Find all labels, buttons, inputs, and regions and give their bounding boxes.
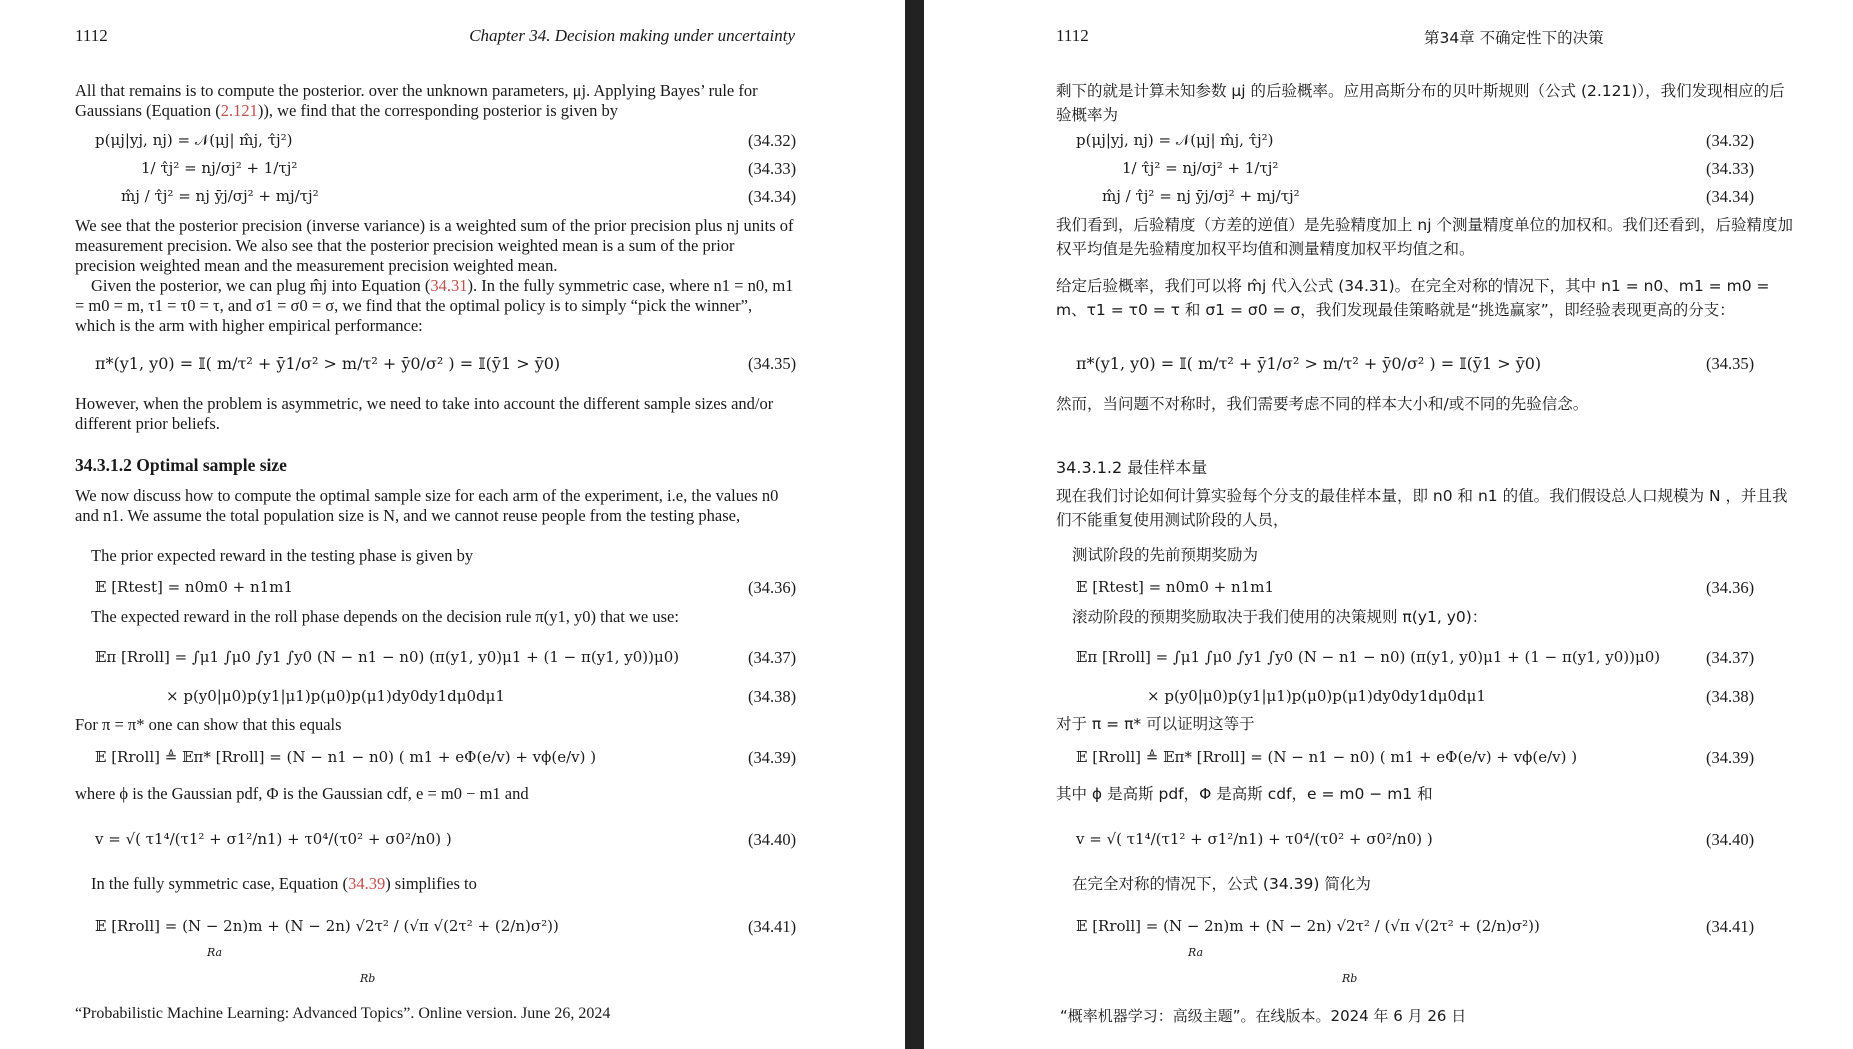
equation-number: (34.36) [1706,578,1755,597]
intro-text-a: All that remains is to compute the posterior. over the unknown parameters, μj. Applying Bayes’ rule for Gaussians (Equation ( [75,81,758,120]
body-paragraph: The expected reward in the roll phase depends on the decision rule π(y1, y0) that we use: [91,607,679,626]
equation-number: (34.33) [748,159,797,178]
chapter-title: 第34章 不确定性下的决策 [1424,29,1604,47]
equation-34-36: 𝔼 [Rtest] = n0m0 + n1m1 [1076,578,1274,596]
equation-number: (34.39) [1706,748,1755,767]
body-paragraph [75,276,795,336]
body-paragraph: 对于 π = π* 可以证明这等于 [1056,715,1255,733]
equation-34-41: 𝔼 [Rroll] = (N − 2n)m + (N − 2n) √2τ² / (√π √(2τ² + (2/n)σ²)) [1076,917,1540,935]
equation-34-38: × p(y0|μ0)p(y1|μ1)p(μ0)p(μ1)dy0dy1dμ0dμ1 [1147,687,1486,705]
body-paragraph: The prior expected reward in the testing phase is given by [91,546,474,565]
equation-34-38: × p(y0|μ0)p(y1|μ1)p(μ0)p(μ1)dy0dy1dμ0dμ1 [166,687,505,705]
page-gutter [905,0,924,1049]
left-page [0,0,905,1049]
intro-text-b: )), we find that the corresponding posterior is given by [257,101,619,120]
equation-number: (34.41) [1706,917,1755,936]
body-paragraph: 我们看到，后验精度（方差的逆值）是先验精度加上 nj 个测量精度单位的加权和。我们还看到，后验精度加权平均值是先验精度加权平均值和测量精度加权平均值之和。 [1056,216,1793,258]
para-text-a: Given the posterior, we can plug m̂j into Equation ( [91,276,431,295]
para-text-b: ) simplifies to [385,874,477,893]
brace-label-ra: Ra [207,946,223,959]
body-paragraph: For π = π* one can show that this equals [75,715,342,734]
equation-number: (34.38) [748,687,797,706]
equation-number: (34.40) [748,830,797,849]
equation-34-33: 1/ τ̂j² = nj/σj² + 1/τj² [141,159,298,177]
page-number: 1112 [75,26,108,45]
body-paragraph: 其中 ϕ 是高斯 pdf，Φ 是高斯 cdf，e = m0 − m1 和 [1056,785,1433,803]
equation-34-40: v = √( τ1⁴/(τ1² + σ1²/n1) + τ0⁴/(τ0² + σ0²/n0) ) [95,830,452,848]
body-paragraph: 现在我们讨论如何计算实验每个分支的最佳样本量，即 n0 和 n1 的值。我们假设总人口规模为 N ，并且我们不能重复使用测试阶段的人员， [1056,487,1788,529]
body-paragraph: 测试阶段的先前预期奖励为 [1072,546,1259,564]
equation-34-35: π*(y1, y0) = 𝕀( m/τ² + ȳ1/σ² > m/τ² + ȳ0/σ² ) = 𝕀(ȳ1 > ȳ0) [1076,354,1542,373]
equation-number: (34.37) [1706,648,1755,667]
section-heading: 34.3.1.2 Optimal sample size [75,455,287,475]
equation-34-37: 𝔼π [Rroll] = ∫μ1 ∫μ0 ∫y1 ∫y0 (N − n1 − n0) (π(y1, y0)μ1 + (1 − π(y1, y0))μ0) [1076,648,1661,666]
para-text-a: In the fully symmetric case, Equation ( [91,874,349,893]
equation-number: (34.35) [748,354,797,373]
body-paragraph: However, when the problem is asymmetric, we need to take into account the different sample sizes and/or different prior beliefs. [75,394,774,433]
equation-number: (34.33) [1706,159,1755,178]
equation-34-39: 𝔼 [Rroll] ≜ 𝔼π* [Rroll] = (N − n1 − n0) ( m1 + eΦ(e/v) + vϕ(e/v) ) [95,748,597,766]
equation-34-41: 𝔼 [Rroll] = (N − 2n)m + (N − 2n) √2τ² / (√π √(2τ² + (2/n)σ²)) [95,917,559,935]
equation-34-33: 1/ τ̂j² = nj/σj² + 1/τj² [1122,159,1279,177]
equation-number: (34.39) [748,748,797,767]
equation-34-35: π*(y1, y0) = 𝕀( m/τ² + ȳ1/σ² > m/τ² + ȳ0/σ² ) = 𝕀(ȳ1 > ȳ0) [95,354,561,373]
chapter-title: Chapter 34. Decision making under uncertainty [469,26,795,45]
body-paragraph: 在完全对称的情况下，公式 (34.39) 简化为 [1072,875,1371,893]
equation-34-34: m̂j / τ̂j² = nj ȳj/σj² + mj/τj² [1102,187,1300,205]
equation-number: (34.35) [1706,354,1755,373]
brace-label-rb: Rb [360,972,376,985]
equation-34-32: p(μj|yj, nj) = 𝒩(μj| m̂j, τ̂j²) [95,131,293,149]
equation-number: (34.41) [748,917,797,936]
intro-paragraph [75,81,795,121]
equation-34-36: 𝔼 [Rtest] = n0m0 + n1m1 [95,578,293,596]
brace-label-ra: Ra [1188,946,1204,959]
equation-number: (34.40) [1706,830,1755,849]
page-number: 1112 [1056,26,1089,45]
body-paragraph [91,874,801,894]
equation-number: (34.32) [1706,131,1755,150]
equation-link[interactable]: 2.121 [220,101,258,120]
equation-number: (34.32) [748,131,797,150]
equation-number: (34.36) [748,578,797,597]
page-footer: “Probabilistic Machine Learning: Advanced Topics”. Online version. June 26, 2024 [75,1005,611,1022]
body-paragraph: 然而，当问题不对称时，我们需要考虑不同的样本大小和/或不同的先验信念。 [1056,395,1589,413]
equation-34-40: v = √( τ1⁴/(τ1² + σ1²/n1) + τ0⁴/(τ0² + σ0²/n0) ) [1076,830,1433,848]
equation-link[interactable]: 34.39 [348,874,386,893]
section-heading: 34.3.1.2 最佳样本量 [1056,458,1208,477]
equation-number: (34.34) [748,187,797,206]
equation-number: (34.34) [1706,187,1755,206]
intro-paragraph: 剩下的就是计算未知参数 μj 的后验概率。应用高斯分布的贝叶斯规则（公式 (2.121)），我们发现相应的后验概率为 [1056,82,1785,124]
right-page [924,0,1853,1049]
equation-34-32: p(μj|yj, nj) = 𝒩(μj| m̂j, τ̂j²) [1076,131,1274,149]
body-paragraph: 给定后验概率，我们可以将 m̂j 代入公式 (34.31)。在完全对称的情况下，其中 n1 = n0、m1 = m0 = m、τ1 = τ0 = τ 和 σ1 = σ0 = σ，我们发现最佳策略就是“挑选赢家”，即经验表现更高的分支： [1056,277,1770,319]
equation-number: (34.38) [1706,687,1755,706]
body-paragraph: We see that the posterior precision (inverse variance) is a weighted sum of the prior precision plus nj units of measurement precision. We also see that the posterior precision weighted mean is a sum of the prior precision weighted mean and the measurement precision weighted mean. [75,216,794,275]
body-paragraph: 滚动阶段的预期奖励取决于我们使用的决策规则 π(y1, y0)： [1072,608,1488,626]
brace-label-rb: Rb [1342,972,1358,985]
para-text-b: ). In the fully symmetric case, where n1 = n0, m1 = m0 = m, τ1 = τ0 = τ, and σ1 = σ0 = σ, we find that the optimal policy is to simply “pick the winner”, which is the arm with higher empirical performance: [75,276,794,335]
body-paragraph: We now discuss how to compute the optimal sample size for each arm of the experiment, i.e, the values n0 and n1. We assume the total population size is N, and we cannot reuse people from the testing phase, [75,486,779,525]
equation-link[interactable]: 34.31 [430,276,468,295]
equation-34-39: 𝔼 [Rroll] ≜ 𝔼π* [Rroll] = (N − n1 − n0) ( m1 + eΦ(e/v) + vϕ(e/v) ) [1076,748,1578,766]
body-paragraph: where ϕ is the Gaussian pdf, Φ is the Gaussian cdf, e = m0 − m1 and [75,784,529,803]
equation-34-34: m̂j / τ̂j² = nj ȳj/σj² + mj/τj² [121,187,319,205]
equation-number: (34.37) [748,648,797,667]
equation-34-37: 𝔼π [Rroll] = ∫μ1 ∫μ0 ∫y1 ∫y0 (N − n1 − n0) (π(y1, y0)μ1 + (1 − π(y1, y0))μ0) [95,648,680,666]
page-footer: “概率机器学习：高级主题”。在线版本。2024 年 6 月 26 日 [1060,1007,1467,1025]
